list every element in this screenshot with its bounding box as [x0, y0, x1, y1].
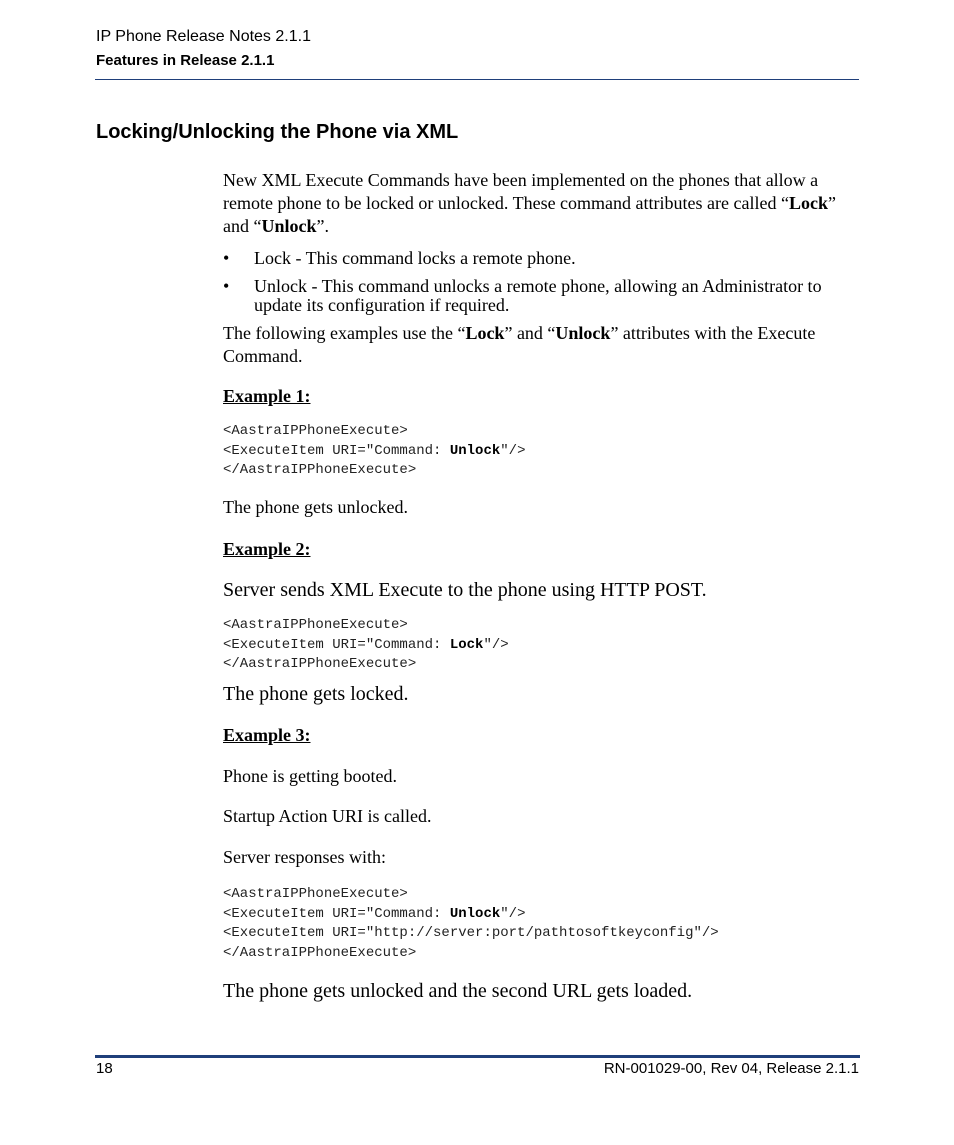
- intro-text-3: ”.: [316, 216, 329, 236]
- code-line: </AastraIPPhoneExecute>: [223, 656, 417, 672]
- example-3-code: [223, 885, 719, 963]
- intro-bold-lock: Lock: [788, 193, 828, 213]
- following-text-2: ” and “: [504, 323, 556, 343]
- running-header-subtitle: Features in Release 2.1.1: [96, 52, 275, 69]
- code-line: <ExecuteItem URI="Command: Lock"/>: [223, 636, 509, 653]
- document-id: RN-001029-00, Rev 04, Release 2.1.1: [603, 1060, 859, 1077]
- following-bold-lock: Lock: [465, 323, 505, 343]
- example-2-label: Example 2:: [223, 539, 311, 559]
- page-number: 18: [96, 1060, 113, 1077]
- code-line: <AastraIPPhoneExecute>: [223, 886, 408, 902]
- example-3-result: The phone gets unlocked and the second URL gets loaded.: [223, 980, 693, 1002]
- example-1-label: Example 1:: [223, 386, 311, 406]
- bullet-marker: •: [223, 276, 230, 296]
- example-2-result: The phone gets locked.: [223, 683, 409, 705]
- following-text-1: The following examples use the “: [223, 323, 466, 343]
- example-3-step: Phone is getting booted.: [223, 766, 397, 786]
- code-line: <ExecuteItem URI="http://server:port/pathtosoftkeyconfig"/>: [223, 925, 719, 941]
- running-header-title: IP Phone Release Notes 2.1.1: [96, 28, 311, 45]
- example-3-label: Example 3:: [223, 725, 311, 745]
- example-1-result: The phone gets unlocked.: [223, 497, 408, 517]
- following-bold-unlock: Unlock: [555, 323, 611, 343]
- code-line: </AastraIPPhoneExecute>: [223, 944, 417, 961]
- code-line: <AastraIPPhoneExecute>: [223, 617, 408, 633]
- intro-bold-unlock: Unlock: [261, 216, 317, 236]
- example-3-step: Startup Action URI is called.: [223, 806, 432, 826]
- example-3-step: Server responses with:: [223, 847, 386, 867]
- intro-paragraph: [223, 169, 863, 238]
- bullet-marker: •: [223, 248, 230, 268]
- code-line: </AastraIPPhoneExecute>: [223, 462, 417, 478]
- example-2-code: [223, 616, 509, 675]
- example-1-code: [223, 422, 525, 481]
- section-heading: Locking/Unlocking the Phone via XML: [96, 121, 459, 143]
- bullet-text: Lock - This command locks a remote phone.: [254, 248, 576, 268]
- intro-text-1: New XML Execute Commands have been implemented on the phones that allow a remote phone to be locked or unlocked. These command attributes are called “: [223, 170, 819, 213]
- footer-rule: [95, 1055, 860, 1058]
- code-line: <AastraIPPhoneExecute>: [223, 423, 408, 439]
- following-paragraph: [223, 322, 863, 368]
- code-line: <ExecuteItem URI="Command: Unlock"/>: [223, 442, 526, 459]
- example-2-lead: Server sends XML Execute to the phone using HTTP POST.: [223, 579, 707, 601]
- code-line: <ExecuteItem URI="Command: Unlock"/>: [223, 905, 526, 922]
- intro-text-2: ” and “: [223, 193, 836, 236]
- following-text-3: ” attributes with the Execute Command.: [223, 323, 816, 366]
- bullet-text: Unlock - This command unlocks a remote phone, allowing an Administrator to update its configuration if required.: [254, 276, 822, 315]
- header-rule: [95, 79, 859, 80]
